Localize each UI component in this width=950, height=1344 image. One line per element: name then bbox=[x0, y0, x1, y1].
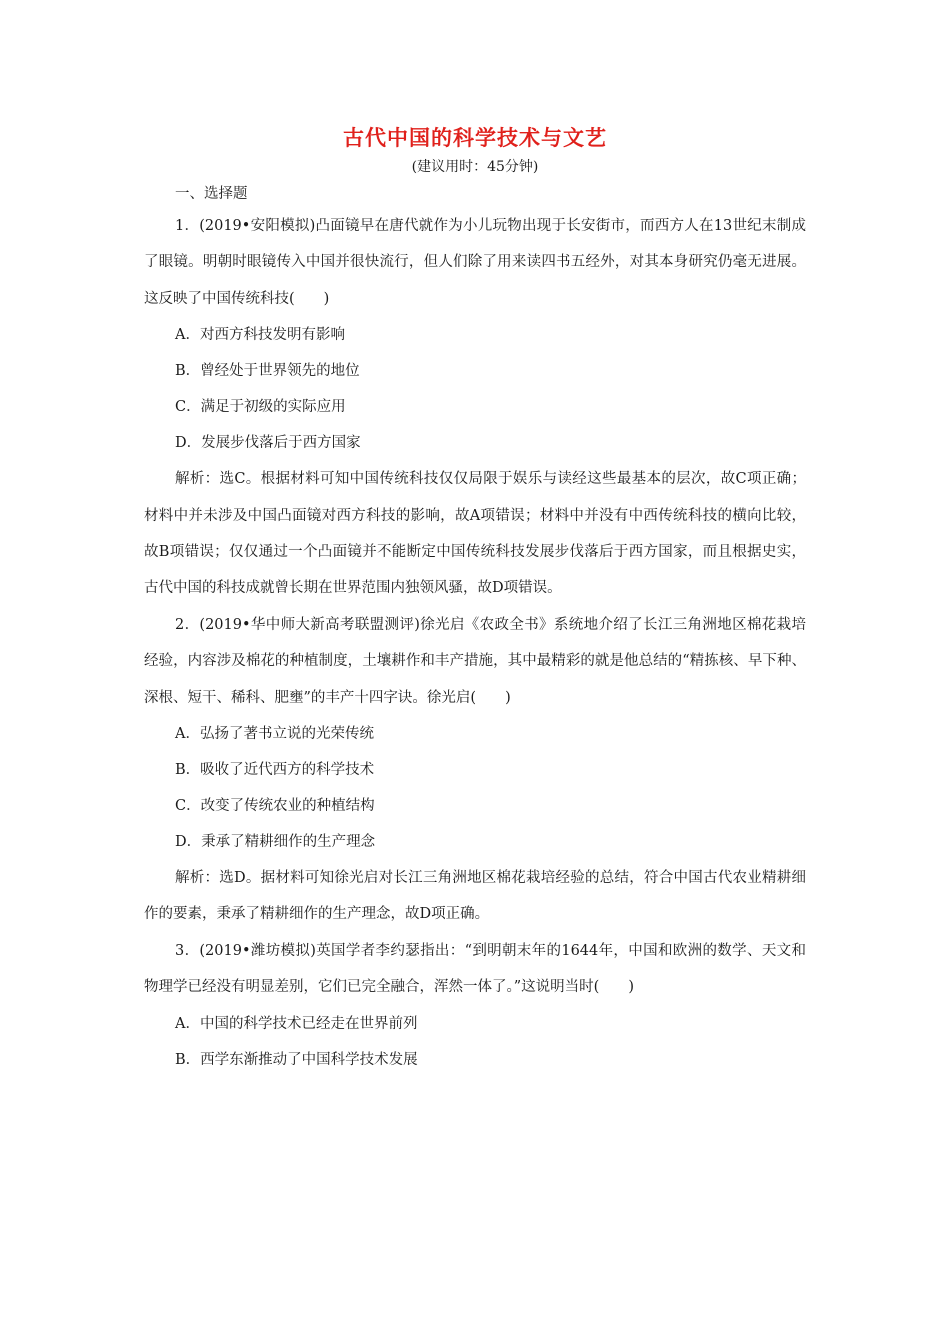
question-3 bbox=[144, 933, 806, 1078]
option-a: A．弘扬了著书立说的光荣传统 bbox=[175, 726, 374, 743]
option-a: A．对西方科技发明有影响 bbox=[175, 327, 345, 344]
doc-title: 古代中国的科学技术与文艺 bbox=[343, 125, 607, 150]
answer-analysis: 解析：选D。据材料可知徐光启对长江三角洲地区棉花栽培经验的总结，符合中国古代农业精耕细作的要素，秉承了精耕细作的生产理念，故D项正确。 bbox=[144, 870, 806, 923]
option-d: D．发展步伐落后于西方国家 bbox=[175, 435, 361, 452]
question-stem: 1．(2019•安阳模拟)凸面镜早在唐代就作为小儿玩物出现于长安街市，而西方人在13世纪末制成了眼镜。明朝时眼镜传入中国并很快流行，但人们除了用来读四书五经外，对其本身研究仍毫无进展。这反映了中国传统科技( ) bbox=[144, 218, 806, 307]
doc-body bbox=[144, 180, 806, 1078]
option-b: B．吸收了近代西方的科学技术 bbox=[175, 762, 375, 779]
option-b: B．曾经处于世界领先的地位 bbox=[175, 363, 360, 380]
section-heading: 一、选择题 bbox=[175, 186, 248, 202]
question-2 bbox=[144, 607, 806, 933]
option-d: D．秉承了精耕细作的生产理念 bbox=[175, 834, 376, 851]
option-c: C．满足于初级的实际应用 bbox=[175, 399, 346, 416]
question-stem: 2．(2019•华中师大新高考联盟测评)徐光启《农政全书》系统地介绍了长江三角洲地区棉花栽培经验，内容涉及棉花的种植制度，土壤耕作和丰产措施，其中最精彩的就是他总结的“精拣核、早下种、深根、短干、稀科、肥壅”的丰产十四字诀。徐光启( ) bbox=[144, 616, 806, 706]
option-c: C．改变了传统农业的种植结构 bbox=[175, 798, 375, 815]
option-a: A．中国的科学技术已经走在世界前列 bbox=[175, 1015, 418, 1032]
doc-subtitle: (建议用时：45分钟) bbox=[411, 159, 539, 175]
answer-analysis: 解析：选C。根据材料可知中国传统科技仅仅局限于娱乐与读经这些最基本的层次，故C项正确；材料中并未涉及中国凸面镜对西方科技的影响，故A项错误；材料中并没有中西传统科技的横向比较，故B项错误；仅仅通过一个凸面镜并不能断定中国传统科技发展步伐落后于西方国家，而且根据史实，古代中国的科技成就曾长期在世界范围内独领风骚，故D项错误。 bbox=[144, 471, 806, 597]
option-b: B．西学东渐推动了中国科学技术发展 bbox=[175, 1051, 418, 1068]
question-stem: 3．(2019•潍坊模拟)英国学者李约瑟指出：“到明朝末年的1644年，中国和欧洲的数学、天文和物理学已经没有明显差别，它们已完全融合，浑然一体了。”这说明当时( ) bbox=[144, 942, 806, 996]
question-1 bbox=[144, 208, 806, 607]
